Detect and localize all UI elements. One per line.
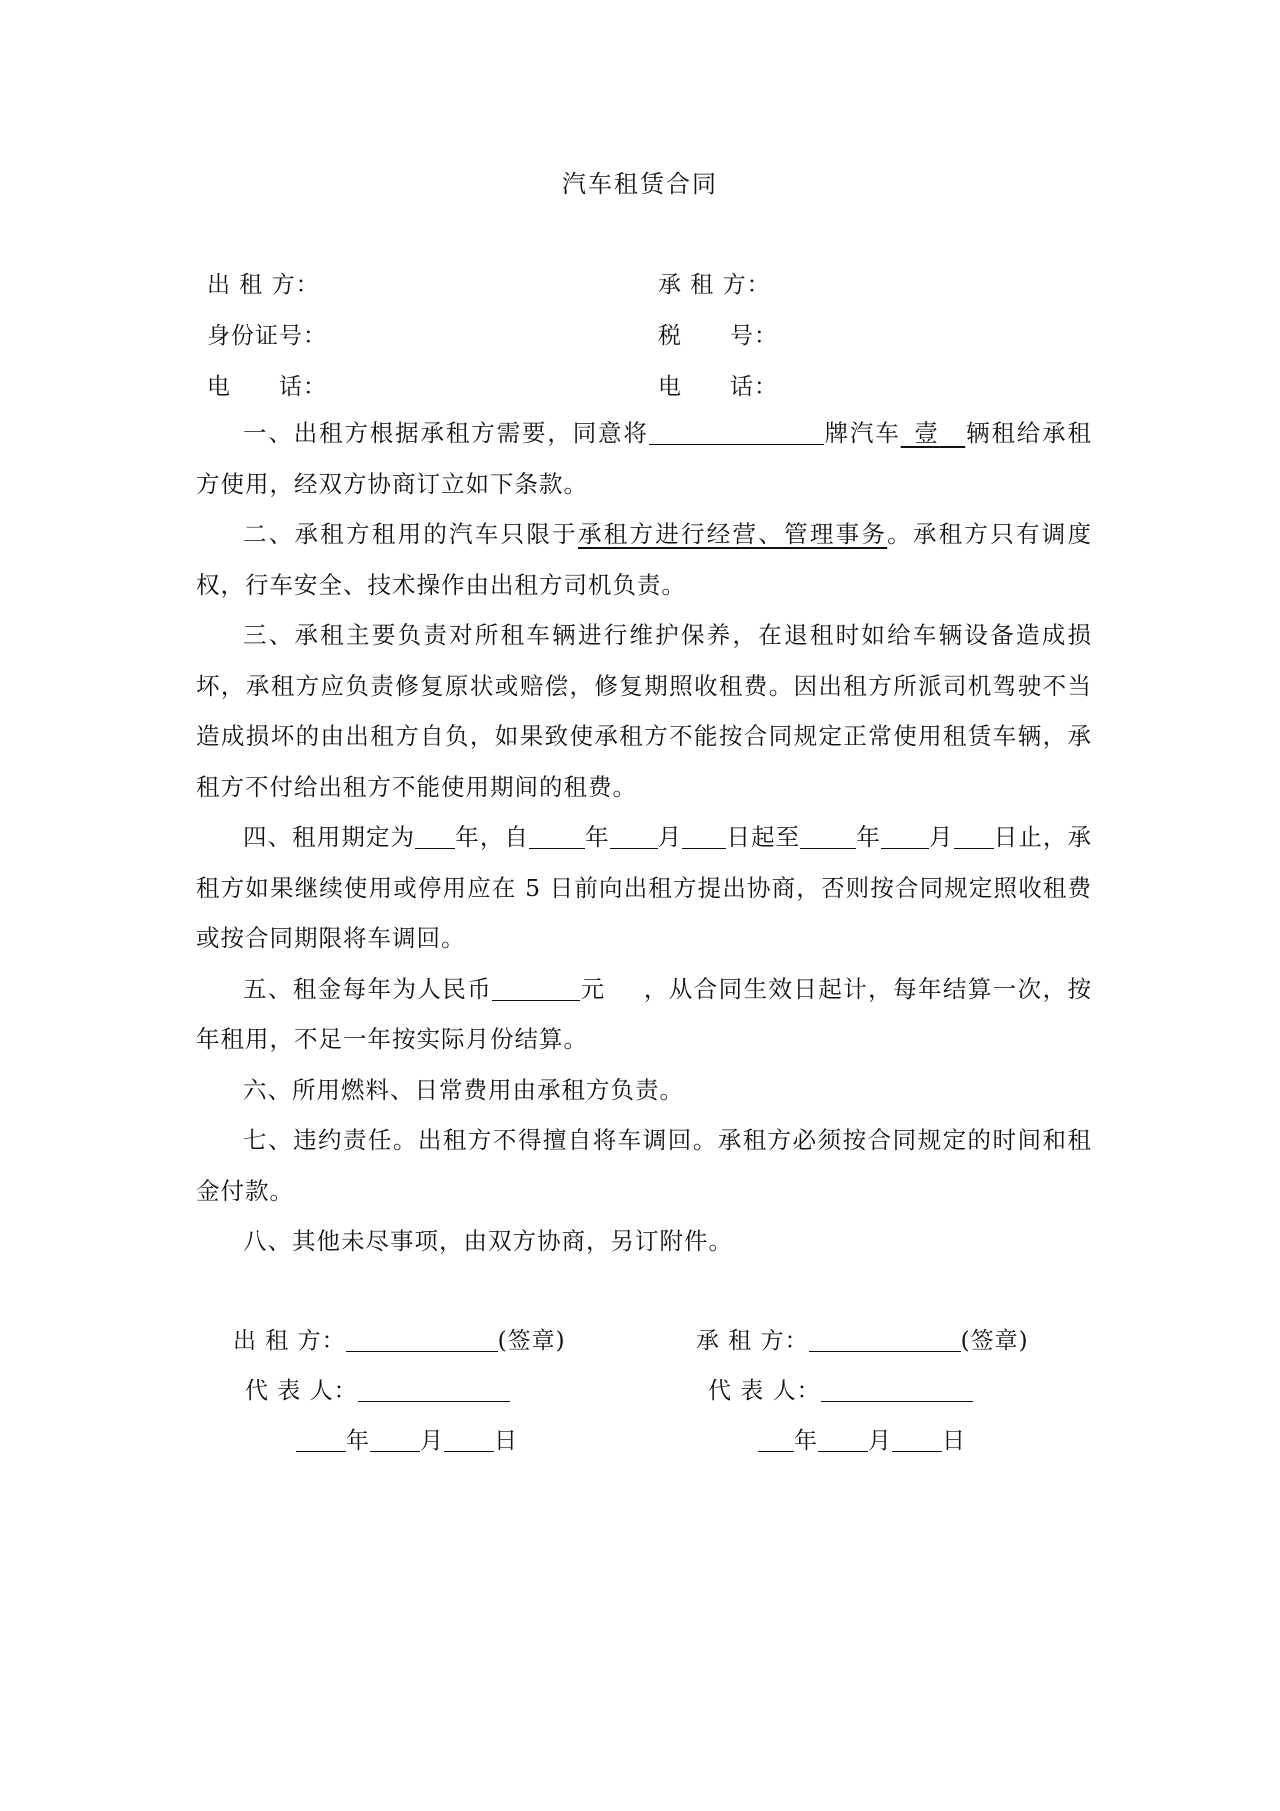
lessor-phone-label: 电 话： — [207, 374, 327, 400]
clause-6: 六、所用燃料、日常费用由承租方负责。 — [243, 1075, 684, 1104]
rent-amount-blank — [492, 974, 580, 1001]
lessee-signature: 承 租 方： (签章) — [696, 1322, 1029, 1355]
clause-8: 八、其他未尽事项，由双方协商，另订附件。 — [243, 1227, 733, 1255]
lessee-signature-blank — [809, 1325, 961, 1352]
vehicle-quantity: 壹 — [913, 419, 940, 447]
lessor-representative: 代 表 人： — [245, 1372, 510, 1405]
clause-5: 五、租金每年为人民币 元 ，从合同生效日起计，每年结算一次，按年租用，不足一年按实际月份结算。 — [196, 974, 1093, 1053]
document-title: 汽车租赁合同 — [562, 170, 718, 198]
plate-number-blank — [649, 418, 824, 445]
tax-number-label: 税 号： — [658, 323, 778, 349]
clause-1: 一、出租方根据承租方需要，同意将 牌汽车 壹 辆租给承租方使用，经双方协商订立如下条款。 — [196, 419, 1093, 498]
lessor-signature: 出 租 方： (签章) — [233, 1322, 566, 1355]
lessee-phone-label: 电 话： — [658, 374, 778, 400]
lessee-representative: 代 表 人： — [708, 1372, 973, 1405]
lessee-label: 承 租 方： — [658, 272, 771, 298]
lessor-sign-date: 年 月 日 — [296, 1422, 518, 1455]
id-number-label: 身份证号： — [207, 323, 327, 349]
clause-3: 三、承租主要负责对所租车辆进行维护保养，在退租时如给车辆设备造成损坏，承租方应负责修复原状或赔偿，修复期照收租费。因出租方所派司机驾驶不当造成损坏的由出租方自负，如果致使承租方不能按合同规定正常使用租赁车辆，承租方不付给出租方不能使用期间的租费。 — [196, 621, 1092, 801]
usage-scope: 承租方进行经营、管理事务 — [577, 520, 888, 548]
clause-4: 四、租用期定为 年，自 年 月 日起至 年 月 日止，承租方如果继续使用或停用应在 5 日前向出租方提出协商，否则按合同规定照收租费或按合同期限将车调回。 — [196, 823, 1093, 952]
clause-2: 二、承租方租用的汽车只限于承租方进行经营、管理事务。承租方只有调度权，行车安全、技术操作由出租方司机负责。 — [196, 520, 1092, 599]
clause-7: 七、违约责任。出租方不得擅自将车调回。承租方必须按合同规定的时间和租金付款。 — [196, 1126, 1092, 1205]
lessee-sign-date: 年 月 日 — [758, 1422, 966, 1455]
contract-body — [196, 408, 1092, 1267]
lessor-rep-blank — [358, 1375, 510, 1402]
lessor-signature-blank — [346, 1325, 498, 1352]
lessor-label: 出 租 方： — [207, 272, 320, 298]
lessee-rep-blank — [821, 1375, 973, 1402]
